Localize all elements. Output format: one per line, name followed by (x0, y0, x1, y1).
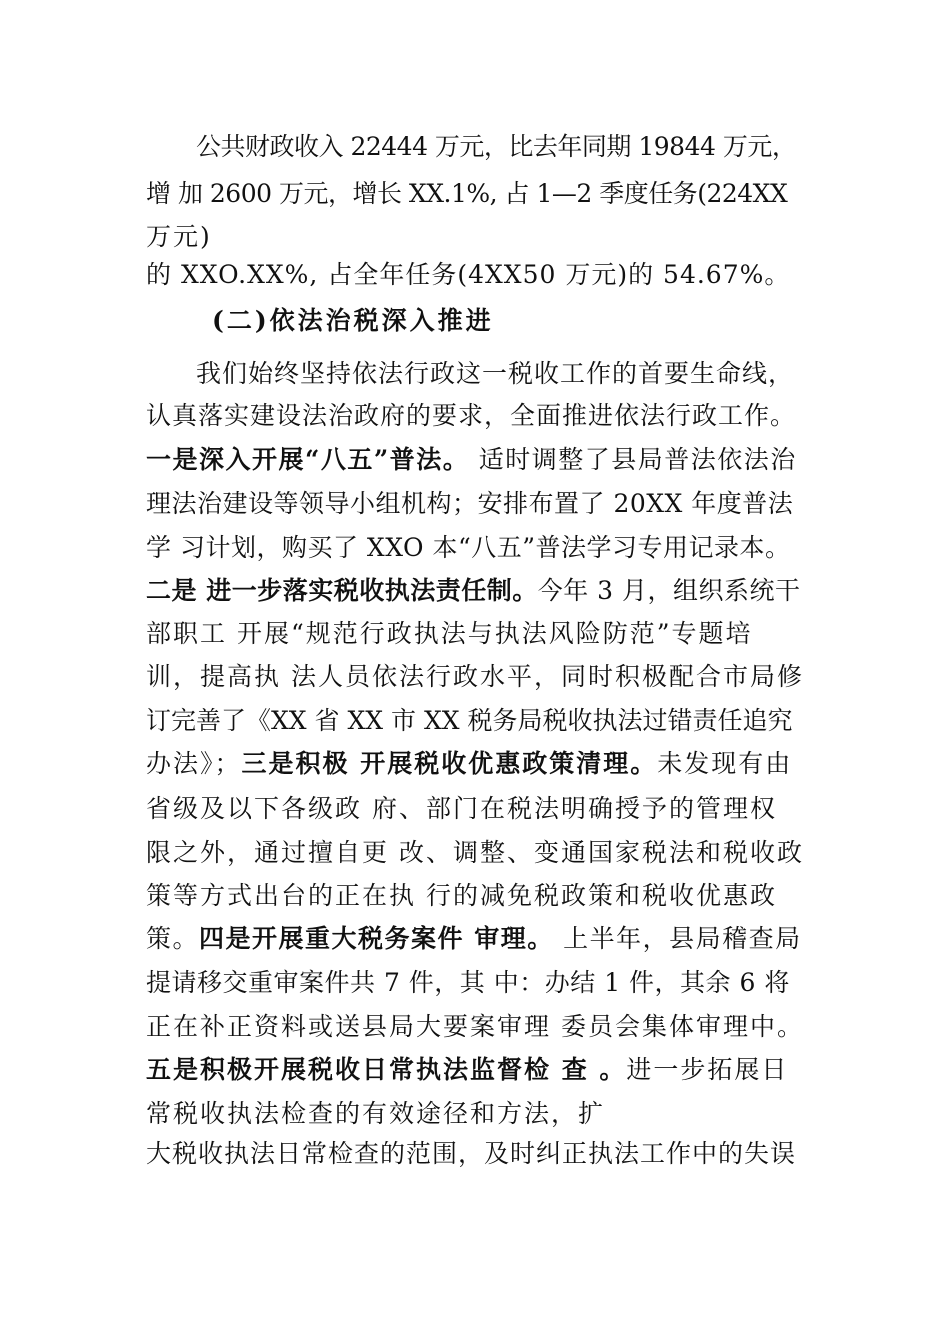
text-run: 常税收执法检查的有效途径和方法，扩 (146, 1099, 606, 1128)
text-line (146, 220, 804, 256)
text-line (146, 617, 804, 653)
text-line (146, 747, 804, 783)
text-run: 进一步拓展日 (626, 1055, 789, 1084)
text-run: 限之外，通过擅自更 改、调整、变通国家税法和税收政 (146, 838, 804, 867)
text-run: 认真落实建设法治政府的要求，全面推进依法行政工作。 (146, 401, 797, 430)
text-line (146, 966, 804, 1002)
text-line (146, 1053, 804, 1089)
bold-phrase: (二)依法治税深入推进 (212, 306, 494, 335)
text-run: 万元) (146, 222, 212, 251)
text-line (146, 1010, 804, 1046)
text-line (146, 922, 804, 958)
text-run: 今年 3 月，组织系统干 (537, 576, 801, 605)
text-line (146, 443, 804, 479)
text-line (146, 487, 804, 523)
section-heading (212, 304, 804, 340)
text-line (146, 660, 804, 696)
text-line (196, 130, 804, 166)
text-run: 办法》； (146, 749, 242, 778)
text-run: 策等方式出台的正在执 行的减免税政策和税收优惠政 (146, 881, 777, 910)
text-run: 大税收执法日常检查的范围，及时纠正执法工作中的失误 (146, 1139, 797, 1168)
text-run: 我们始终坚持依法行政这一税收工作的首要生命线， (196, 359, 795, 388)
text-run: 训，提高执 法人员依法行政水平，同时积极配合市局修 (146, 662, 804, 691)
text-run: 的 XXO.XX%, 占全年任务(4XX50 万元)的 54.67%。 (146, 260, 791, 289)
text-run: 提请移交重审案件共 7 件，其 中：办结 1 件，其余 6 将 (146, 968, 790, 997)
text-run: 省级及以下各级政 府、部门在税法明确授予的管理权 (146, 794, 777, 823)
text-line (146, 1097, 804, 1133)
text-run: 订完善了《XX 省 XX 市 XX 税务局税收执法过错责任追究 (146, 706, 793, 735)
text-run: 上半年，县局稽查局 (553, 924, 802, 953)
text-line (146, 258, 804, 294)
text-run: 理法治建设等领导小组机构；安排布置了 20XX 年度普法 (146, 489, 794, 518)
bold-phrase: 二是 进一步落实税收执法责任制。 (146, 576, 538, 605)
text-line (146, 879, 804, 915)
text-run: 学 习计划，购买了 XXO 本“八五”普法学习专用记录本。 (146, 533, 791, 562)
text-line (146, 399, 804, 435)
text-line (146, 836, 804, 872)
bold-phrase: 四是开展重大税务案件 审理。 (199, 924, 554, 953)
text-run: 策。 (146, 924, 200, 953)
bold-phrase: 三是积极 开展税收优惠政策清理。 (241, 749, 658, 778)
text-line (146, 704, 804, 740)
text-run: 增 加 2600 万元，增长 XX.1%, 占 1—2 季度任务(224XX (146, 179, 788, 208)
text-run: 适时调整了县局普法依法治 (469, 445, 797, 474)
text-line (146, 177, 804, 213)
text-line (146, 792, 804, 828)
text-run: 公共财政收入 22444 万元，比去年同期 19844 万元， (196, 132, 797, 161)
text-line (146, 531, 804, 567)
text-run: 正在补正资料或送县局大要案审理 委员会集体审理中。 (146, 1012, 804, 1041)
bold-phrase: 一是深入开展“八五”普法。 (146, 445, 470, 474)
text-line (146, 574, 804, 610)
text-run: 未发现有由 (657, 749, 793, 778)
text-line (196, 357, 804, 393)
text-line (146, 1137, 804, 1173)
bold-phrase: 五是积极开展税收日常执法监督检 查 。 (146, 1055, 627, 1084)
text-run: 部职工 开展“规范行政执法与执法风险防范”专题培 (146, 619, 753, 648)
